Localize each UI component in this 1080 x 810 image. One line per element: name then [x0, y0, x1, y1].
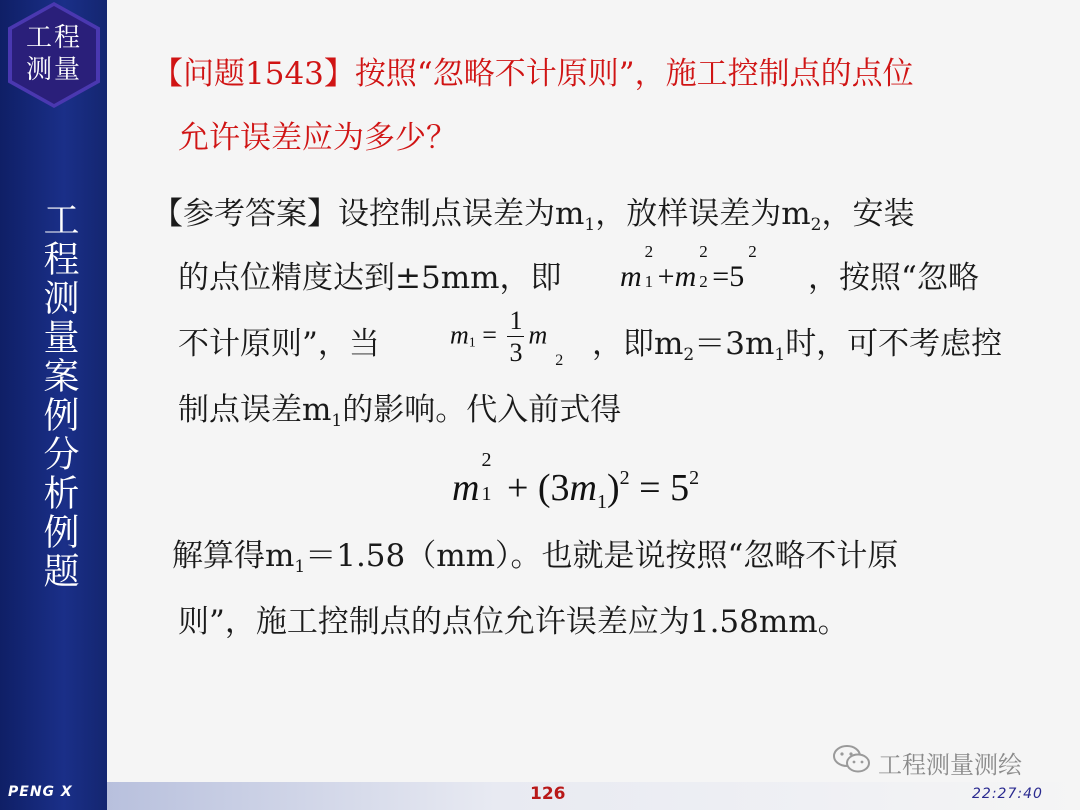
page-number: 126 [530, 784, 566, 804]
badge-line2: 测量 [25, 55, 82, 85]
answer-line-1: 【参考答案】设控制点误差为$m_1$，放样误差为$m_2$，安装 [152, 196, 915, 235]
answer-line-3: 不计原则”，当 [178, 326, 380, 362]
answer-line-2-tail: ，按照“忽略 [808, 260, 979, 296]
watermark [832, 744, 1022, 780]
clock: 22:27:40 [972, 786, 1043, 802]
answer-line-4: 制点误差$m_1$的影响。代入前式得 [178, 392, 622, 431]
answer-line-3-tail: ，即$m_2=3m_1$时，可不考虑控 [592, 326, 1003, 365]
badge-text [8, 22, 100, 86]
author-label: PENG X [8, 784, 73, 800]
wechat-icon [832, 743, 872, 781]
badge-line1: 工程 [25, 23, 82, 53]
formula-inline-2: $m_1$ = $\frac{1}{3}$ $m_2$ [450, 306, 564, 370]
answer-line-6: 则”，施工控制点的点位允许误差应为1.58mm。 [178, 604, 849, 640]
question-line-2: 允许误差应为多少？ [178, 120, 457, 156]
answer-line-2: 的点位精度达到±5mm，即 [178, 260, 562, 296]
vertical-title: 工程测量案例分析例题 [38, 201, 79, 591]
answer-line-5: 解算得$m_1=1.58(mm)$。也就是说按照“忽略不计原 [172, 538, 899, 577]
watermark-text: 工程测量测绘 [878, 750, 1022, 779]
formula-inline-1: m 2 1 +m 2 2 =5 2 [620, 242, 757, 293]
formula-display: m 2 1 + $(3m_1)^2 = 5^2$ [452, 449, 700, 513]
answer-label: 【参考答案】 [152, 196, 338, 232]
question-line-1: 【问题1543】按照“忽略不计原则”，施工控制点的点位 [152, 56, 914, 92]
bottom-bar [107, 782, 1080, 810]
sidebar [0, 0, 107, 810]
